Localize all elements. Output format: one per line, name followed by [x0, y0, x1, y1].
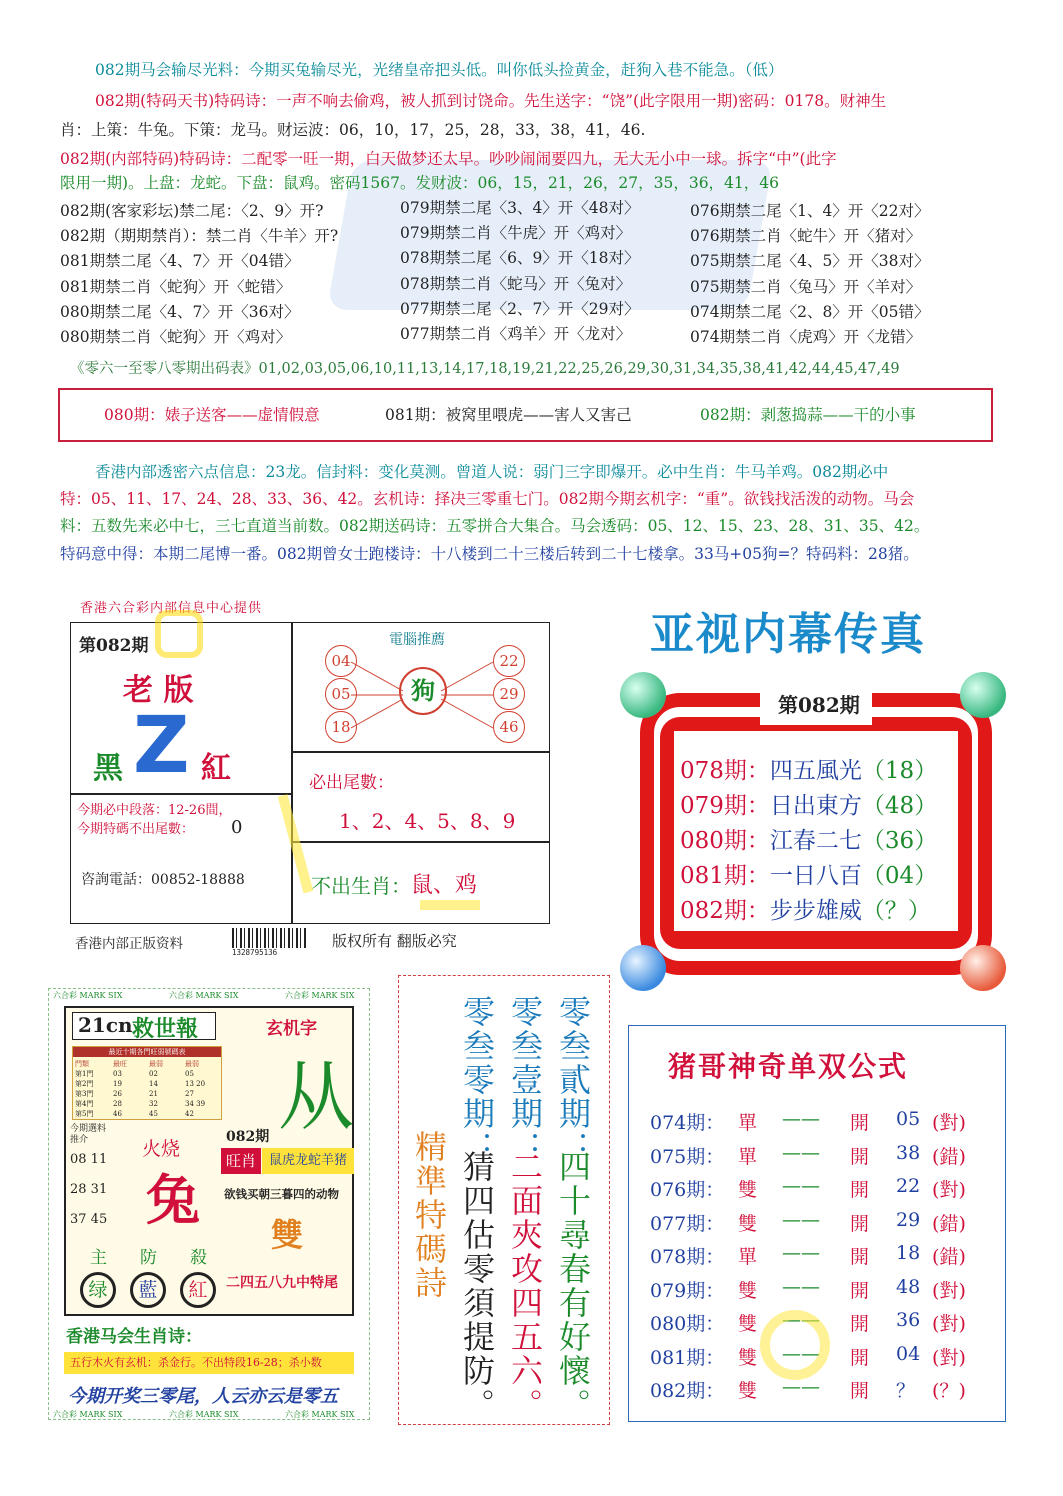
pig-num: ？ — [896, 1380, 916, 1402]
top-line-5: 限用一期)。上盘：龙蛇。下盘：鼠鸡。密码1567。发财波：06，15，21，26，27，35，36，41，46 — [60, 174, 780, 192]
poem-title: 精準特碼詩 — [410, 1130, 448, 1300]
jsb-table-cell: 02 — [149, 1070, 158, 1078]
pig-period: 076期： — [650, 1179, 725, 1201]
pig-title: 猪哥神奇单双公式 — [668, 1050, 909, 1083]
pig-period: 080期： — [650, 1313, 725, 1335]
jsb-table-cell: 05 — [185, 1070, 194, 1078]
jsb-table-cell: 第5門 — [75, 1110, 94, 1118]
pig-period: 075期： — [650, 1145, 725, 1168]
top-line-1: 082期马会输尽光料：今期买兔输尽光，光绪皇帝把头低。叫你低头捡黄金，赶狗入巷不能急。（低） — [95, 61, 784, 79]
jsb-kaijiang: 今期开奖三零尾，人云亦云是零五 — [68, 1386, 338, 1407]
poem-col-body: 二面夾攻四五六。 — [506, 1150, 544, 1422]
pig-dash: —— — [782, 1141, 820, 1164]
top-line-3: 肖：上策：牛兔。下策：龙马。财运波：06，10，17，25，28，33，38，41，46. — [60, 121, 646, 139]
jin-row: 081期禁二尾〈4、7〉开〈04错〉 — [60, 252, 300, 270]
jsb-table-cell: 45 — [149, 1110, 158, 1118]
banner-item: 082期：剥葱捣蒜——干的小事 — [700, 406, 916, 424]
pig-kai: 開 — [850, 1246, 870, 1268]
pig-type: 單 — [738, 1246, 758, 1268]
jsb-tuijie-label: 今期選料推介 — [70, 1124, 107, 1145]
jin-row: 079期禁二肖〈牛虎〉开〈鸡对〉 — [400, 224, 632, 242]
top-line-4: 082期(内部特码)特码诗：二配零一旺一期，白天做梦还太早。吵吵闹闹要四九，无大无小中一球。拆字“中”(此字 — [60, 150, 837, 168]
card-diannao: 電腦推薦 — [389, 632, 445, 648]
jin-row: 081期禁二肖〈蛇狗〉开〈蛇错〉 — [60, 278, 292, 296]
card-num: 29 — [493, 678, 525, 710]
jsb-table-cell: 14 — [149, 1080, 158, 1088]
card-bichu-nums: 1、2、4、5、8、9 — [339, 809, 516, 833]
jin-row: 079期禁二尾〈3、4〉开〈48对〉 — [400, 199, 640, 217]
jin-row: 082期（期期禁肖）：禁二肖〈牛羊〉开? — [60, 227, 339, 245]
jsb-table-header-cell: 最弱 — [149, 1060, 163, 1068]
pig-result: (對) — [932, 1179, 966, 1201]
jsb-table-cell: 第3門 — [75, 1090, 94, 1098]
jsb-table-cell: 28 — [113, 1100, 122, 1108]
mark-six-label: 六合彩 MARK SIX — [53, 991, 123, 1000]
hk-line-3: 料：五数先来必中七，三七直道当前数。082期送码诗：五零拼合大集合。马会透码：05、12、15、23、28、31、35、42。 — [60, 517, 930, 535]
hk-line-4: 特码意中得：本期二尾博一番。082期曾女士跑楼诗：十八楼到二十三楼后转到二十七楼拿。33马+05狗=？特码料：28猪。 — [60, 545, 919, 563]
card-tema-val: 0 — [231, 817, 243, 838]
barcode-number: 1328795136 — [232, 948, 278, 957]
pig-kai: 開 — [850, 1212, 870, 1235]
jsb-table-cell: 27 — [185, 1090, 194, 1098]
jsb-table-cell: 34 39 — [185, 1100, 206, 1108]
card-footer-right: 版权所有 翻版必究 — [332, 932, 457, 950]
hk-line-2: 特：05、11、17、24、28、33、36、42。玄机诗：择决三零重七门。082期今期玄机字：“重”。欲钱找活泼的动物。马会 — [60, 490, 915, 508]
pig-dash: —— — [782, 1309, 820, 1331]
green-ball-icon — [960, 672, 1006, 718]
jin-row: 082期(客家彩坛)禁二尾：〈2、9〉开? — [60, 202, 324, 220]
poem-col-head: 零叁貳期： — [554, 995, 592, 1165]
pig-result: (錯) — [932, 1212, 966, 1235]
jin-row: 078期禁二尾〈6、9〉开〈18对〉 — [400, 249, 640, 267]
asia-row: 082期：步步雄威（？） — [680, 898, 931, 924]
jin-row: 077期禁二肖〈鸡羊〉开〈龙对〉 — [400, 325, 632, 343]
pig-type: 單 — [738, 1145, 758, 1168]
card-num: 46 — [493, 711, 525, 743]
jsb-table-cell: 21 — [149, 1090, 158, 1098]
card-tema-label: 今期特碼不出尾數： — [77, 822, 195, 837]
jsb-table-cell: 32 — [149, 1100, 158, 1108]
mark-six-label: 六合彩 MARK SIX — [285, 991, 355, 1000]
mark-six-label: 六合彩 MARK SIX — [169, 1410, 239, 1419]
hk-line-1: 香港内部透密六点信息：23龙。信封料：变化莫测。曾道人说：弱门三字即爆开。必中生肖：牛马羊鸡。082期必中 — [95, 463, 889, 481]
pig-kai: 開 — [850, 1112, 870, 1134]
pig-num: 48 — [896, 1275, 921, 1298]
card-footer-left: 香港内部正版资料 — [75, 936, 183, 952]
pig-dash: —— — [782, 1342, 820, 1365]
card-buchu-label: 不出生肖： — [311, 874, 411, 898]
jsb-table-cell: 19 — [113, 1080, 122, 1088]
pig-num: 22 — [896, 1175, 921, 1197]
pig-kai: 開 — [850, 1346, 870, 1369]
pig-period: 082期： — [650, 1380, 725, 1402]
pig-kai: 開 — [850, 1145, 870, 1168]
card-issue: 第082期 — [79, 636, 149, 656]
banner-box — [58, 388, 993, 442]
poem-col-body: 猜四估零須提防。 — [458, 1150, 496, 1422]
jsb-tu: 兔 — [146, 1168, 200, 1232]
card-laoban: 老 版 — [123, 673, 194, 708]
jin-row: 080期禁二肖〈蛇狗〉开〈鸡对〉 — [60, 328, 292, 346]
jsb-table-cell: 03 — [113, 1070, 122, 1078]
jsb-wangxiao-label: 旺肖 — [221, 1148, 261, 1174]
jsb-table-header-cell: 最弱 — [185, 1060, 199, 1068]
jsb-table-cell: 46 — [113, 1110, 122, 1118]
chuma-table: 《零六一至零八零期出码表》01,02,03,05,06,10,11,13,14,17,18,19,21,22,25,26,29,30,31,34,35,38,41,42,44,45,47,49 — [70, 361, 900, 377]
jsb-table-header-cell: 最旺 — [113, 1060, 127, 1068]
poem-col-head: 零叁零期： — [458, 995, 496, 1165]
pig-period: 079期： — [650, 1279, 725, 1302]
jsb-table-cell: 42 — [185, 1110, 194, 1118]
card-bichu-label: 必出尾數： — [309, 773, 394, 793]
jin-row: 077期禁二尾〈2、7〉开〈29对〉 — [400, 300, 640, 318]
jsb-xuanji: 从 — [278, 1052, 354, 1141]
jin-row: 080期禁二尾〈4、7〉开〈36对〉 — [60, 303, 300, 321]
jin-row: 075期禁二尾〈4、5〉开〈38对〉 — [690, 252, 930, 270]
jin-row: 078期禁二肖〈蛇马〉开〈兔对〉 — [400, 275, 632, 293]
pig-type: 雙 — [738, 1212, 758, 1235]
asia-row: 079期：日出東方（48） — [680, 793, 938, 819]
pig-result: (對) — [932, 1346, 966, 1369]
pig-num: 18 — [896, 1242, 921, 1264]
asia-row: 078期：四五風光（18） — [680, 758, 938, 784]
red-ball-icon — [960, 945, 1006, 991]
pig-dash: —— — [782, 1376, 820, 1398]
pig-result: (對) — [932, 1279, 966, 1302]
card-num: 05 — [325, 678, 357, 710]
jsb-logo: 21cn — [78, 1013, 133, 1037]
jsb-zhu: 主 — [90, 1248, 107, 1268]
mark-six-label: 六合彩 MARK SIX — [53, 1410, 123, 1419]
pig-type: 雙 — [738, 1179, 758, 1201]
pig-period: 074期： — [650, 1112, 725, 1134]
jsb-table-cell: 第4門 — [75, 1100, 94, 1108]
card-duan: 今期必中段落：12-26間， — [77, 803, 232, 818]
banner-item: 081期：被窝里喂虎——害人又害己 — [385, 406, 632, 424]
top-line-2: 082期(特码天书)特码诗：一声不响去偷鸡，被人抓到讨饶命。先生送字：“饶”(此字限用一期)密码：0178。财神生 — [95, 92, 887, 110]
mark-six-label: 六合彩 MARK SIX — [169, 991, 239, 1000]
color-green-badge: 绿 — [80, 1272, 116, 1308]
pig-num: 38 — [896, 1141, 921, 1164]
card-phone: 咨詢電話：00852-18888 — [81, 872, 245, 888]
watermark-shape — [155, 610, 203, 658]
color-red-badge: 紅 — [180, 1272, 216, 1308]
jsb-table — [72, 1046, 222, 1120]
green-ball-icon — [620, 672, 666, 718]
pig-kai: 開 — [850, 1313, 870, 1335]
pig-kai: 開 — [850, 1179, 870, 1201]
pig-num: 29 — [896, 1208, 921, 1231]
jsb-title: 救世報 — [132, 1016, 199, 1042]
card-hei: 黑 — [93, 751, 123, 786]
watermark-shape — [760, 1310, 830, 1380]
jin-row: 076期禁二尾〈1、4〉开〈22对〉 — [690, 202, 930, 220]
pig-result: (對) — [932, 1313, 966, 1335]
pig-type: 雙 — [738, 1279, 758, 1302]
asia-issue: 第082期 — [778, 693, 860, 717]
card-header: 香港六合彩内部信息中心提供 — [80, 601, 263, 616]
jsb-table-cell: 第1門 — [75, 1070, 94, 1078]
card-num: 18 — [325, 711, 357, 743]
jsb-shengxiao-title: 香港马会生肖诗： — [66, 1327, 202, 1347]
jin-row: 074期禁二肖〈虎鸡〉开〈龙错〉 — [690, 328, 922, 346]
jsb-table-title: 最近十期各門旺弱號碼表 — [73, 1047, 221, 1057]
jsb-wuxing: 五行木火有玄机：杀金行。不出特段16-28；杀小数 — [64, 1352, 354, 1374]
pig-result: (錯) — [932, 1246, 966, 1268]
watermark-shape — [420, 900, 480, 930]
poem-col-body: 四十尋春有好懷。 — [554, 1150, 592, 1422]
card-num: 22 — [493, 645, 525, 677]
jin-row: 076期禁二肖〈蛇牛〉开〈猪对〉 — [690, 227, 922, 245]
jsb-table-cell: 13 20 — [185, 1080, 206, 1088]
pig-period: 078期： — [650, 1246, 725, 1268]
pig-dash: —— — [782, 1208, 820, 1231]
banner-item: 080期：婊子送客——虚情假意 — [104, 406, 320, 424]
pig-type: 雙 — [738, 1346, 758, 1369]
card-num: 04 — [325, 645, 357, 677]
card-buchu-val: 鼠、鸡 — [411, 873, 478, 898]
pig-num: 05 — [896, 1108, 921, 1130]
jsb-table-cell: 26 — [113, 1090, 122, 1098]
jsb-fang: 防 — [140, 1248, 157, 1268]
pig-type: 單 — [738, 1112, 758, 1134]
pig-period: 077期： — [650, 1212, 725, 1235]
jsb-table-cell: 第2門 — [75, 1080, 94, 1088]
jsb-card — [64, 1006, 354, 1316]
pig-type: 雙 — [738, 1313, 758, 1335]
jsb-yuqian: 欲钱买朝三暮四的动物 — [224, 1187, 339, 1201]
jin-row: 074期禁二尾〈2、8〉开〈05错〉 — [690, 303, 930, 321]
pig-kai: 開 — [850, 1279, 870, 1302]
pig-dash: —— — [782, 1275, 820, 1298]
barcode-icon — [232, 928, 307, 948]
pig-result: (錯) — [932, 1145, 966, 1168]
jsb-shuang: 雙 — [271, 1216, 304, 1254]
jsb-huoshao: 火烧 — [142, 1138, 181, 1160]
pig-dash: —— — [782, 1242, 820, 1264]
pig-kai: 開 — [850, 1380, 870, 1402]
jsb-wangxiao: 鼠虎龙蛇羊猪 — [262, 1148, 354, 1174]
asia-row: 081期：一日八百（04） — [680, 863, 938, 889]
blue-ball-icon — [620, 945, 666, 991]
mark-six-label: 六合彩 MARK SIX — [285, 1410, 355, 1419]
pig-dash: —— — [782, 1175, 820, 1197]
pig-num: 04 — [896, 1342, 921, 1365]
pig-type: 雙 — [738, 1380, 758, 1402]
card-z-logo: Z — [133, 701, 190, 791]
jsb-tuijie: 08 11 — [70, 1152, 108, 1167]
pig-result: (對) — [932, 1112, 966, 1134]
poem-col-head: 零叁壹期： — [506, 995, 544, 1165]
jsb-table-header-cell: 門類 — [75, 1060, 89, 1068]
jin-row: 075期禁二肖〈兔马〉开〈羊对〉 — [690, 278, 922, 296]
pig-result: (？) — [932, 1380, 966, 1402]
asia-row: 080期：江春二七（36） — [680, 828, 938, 854]
jsb-tuijie: 28 31 — [70, 1182, 108, 1197]
jsb-sha: 殺 — [190, 1248, 207, 1268]
color-blue-badge: 藍 — [130, 1272, 166, 1308]
pig-num: 36 — [896, 1309, 921, 1331]
card-center-zodiac: 狗 — [399, 667, 447, 715]
pig-period: 081期： — [650, 1346, 725, 1369]
pig-dash: —— — [782, 1108, 820, 1130]
jsb-qi: 082期 — [226, 1129, 270, 1145]
asia-title: 亚视内幕传真 — [650, 609, 926, 660]
jsb-xuanji-label: 玄机字 — [266, 1019, 317, 1039]
card-hong: 紅 — [201, 751, 231, 786]
jsb-erwei: 二四五八九中特尾 — [226, 1275, 338, 1291]
jsb-tuijie: 37 45 — [70, 1212, 108, 1227]
